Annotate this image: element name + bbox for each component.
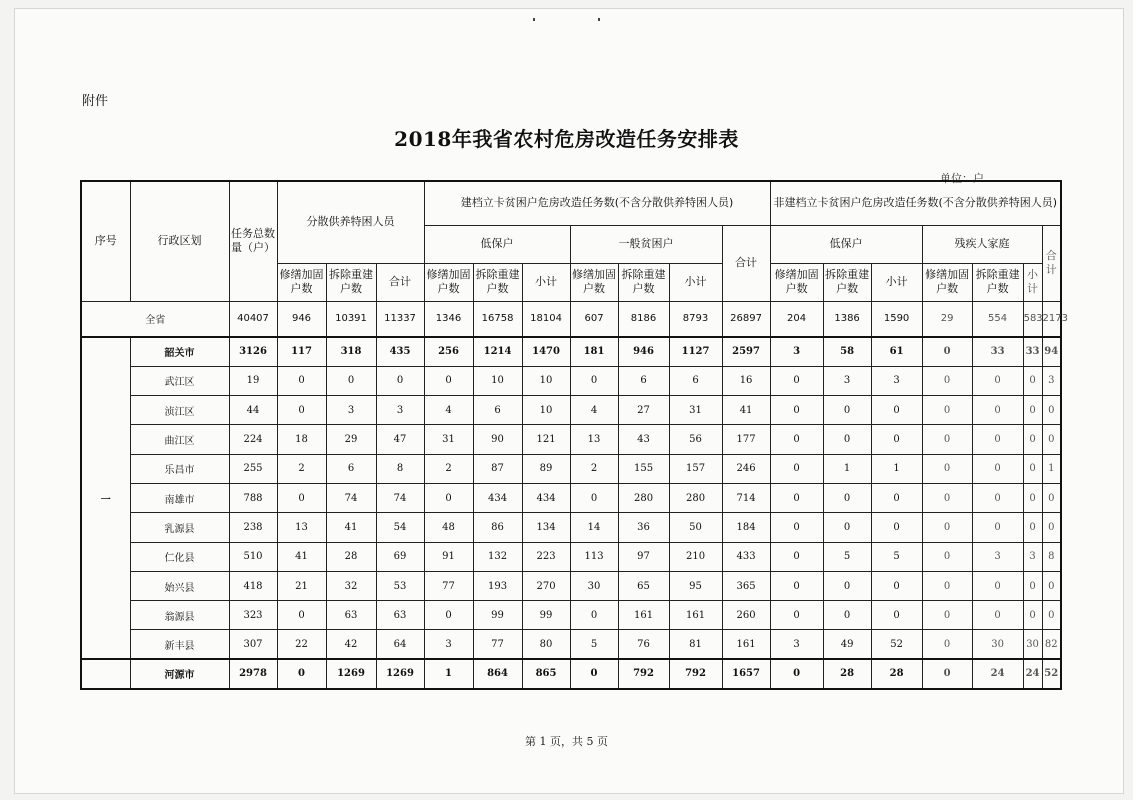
cell-value: 0 bbox=[770, 513, 823, 542]
cell-value: 161 bbox=[722, 630, 770, 659]
cell-value: 5 bbox=[570, 630, 618, 659]
header-non-low-income: 低保户 bbox=[770, 225, 922, 263]
province-total-row bbox=[81, 301, 1061, 337]
region-name: 韶关市 bbox=[130, 337, 229, 366]
header-rebuild: 拆除重建户数 bbox=[326, 263, 376, 301]
cell-value: 0 bbox=[424, 601, 473, 630]
cell-value: 433 bbox=[722, 542, 770, 571]
cell-value: 0 bbox=[972, 396, 1023, 425]
cell-value: 0 bbox=[922, 425, 972, 454]
region-name: 南雄市 bbox=[130, 483, 229, 512]
region-name: 新丰县 bbox=[130, 630, 229, 659]
cell-value: 33 bbox=[1023, 337, 1042, 366]
unit-label: 单位：户 bbox=[940, 172, 984, 185]
cell-value: 8186 bbox=[618, 301, 669, 337]
cell-value: 16 bbox=[722, 366, 770, 395]
page-footer: 第 1 页，共 5 页 bbox=[525, 735, 608, 748]
cell-value: 0 bbox=[1042, 513, 1061, 542]
cell-value: 0 bbox=[1023, 601, 1042, 630]
cell-value: 0 bbox=[1023, 571, 1042, 600]
table-row bbox=[81, 337, 1061, 366]
group-seq-empty bbox=[81, 659, 130, 688]
header-non-registered: 非建档立卡贫困户危房改造任务数(不含分散供养特困人员) bbox=[770, 181, 1061, 225]
table-row bbox=[81, 571, 1061, 600]
cell-value: 0 bbox=[972, 425, 1023, 454]
cell-value: 58 bbox=[823, 337, 871, 366]
cell-value: 1 bbox=[823, 454, 871, 483]
cell-value: 0 bbox=[770, 366, 823, 395]
cell-value: 5 bbox=[871, 542, 922, 571]
cell-value: 3126 bbox=[229, 337, 277, 366]
region-name: 仁化县 bbox=[130, 542, 229, 571]
cell-value: 41 bbox=[722, 396, 770, 425]
cell-value: 132 bbox=[473, 542, 522, 571]
header-reinforce: 修缮加固户数 bbox=[770, 263, 823, 301]
cell-value: 61 bbox=[871, 337, 922, 366]
header-rebuild: 拆除重建户数 bbox=[473, 263, 522, 301]
cell-value: 10391 bbox=[326, 301, 376, 337]
header-non-sum: 合计 bbox=[1042, 225, 1061, 301]
cell-value: 714 bbox=[722, 483, 770, 512]
cell-value: 42 bbox=[326, 630, 376, 659]
cell-value: 8 bbox=[376, 454, 424, 483]
cell-value: 0 bbox=[277, 659, 326, 688]
cell-value: 792 bbox=[669, 659, 722, 688]
cell-value: 0 bbox=[922, 454, 972, 483]
cell-value: 48 bbox=[424, 513, 473, 542]
cell-value: 32 bbox=[326, 571, 376, 600]
cell-value: 0 bbox=[1023, 396, 1042, 425]
cell-value: 0 bbox=[277, 396, 326, 425]
cell-value: 89 bbox=[522, 454, 570, 483]
document-title: 2018年我省农村危房改造任务安排表 bbox=[394, 127, 739, 151]
cell-value: 16758 bbox=[473, 301, 522, 337]
cell-value: 0 bbox=[922, 571, 972, 600]
cell-value: 0 bbox=[871, 396, 922, 425]
region-name: 始兴县 bbox=[130, 571, 229, 600]
cell-value: 864 bbox=[473, 659, 522, 688]
cell-value: 0 bbox=[1042, 571, 1061, 600]
cell-value: 0 bbox=[1023, 366, 1042, 395]
cell-value: 91 bbox=[424, 542, 473, 571]
cell-value: 0 bbox=[922, 513, 972, 542]
cell-value: 99 bbox=[473, 601, 522, 630]
cell-value: 1127 bbox=[669, 337, 722, 366]
cell-value: 270 bbox=[522, 571, 570, 600]
header-region: 行政区划 bbox=[130, 181, 229, 301]
cell-value: 0 bbox=[770, 483, 823, 512]
cell-value: 1269 bbox=[326, 659, 376, 688]
cell-value: 6 bbox=[669, 366, 722, 395]
cell-value: 3 bbox=[871, 366, 922, 395]
cell-value: 260 bbox=[722, 601, 770, 630]
cell-value: 77 bbox=[473, 630, 522, 659]
cell-value: 6 bbox=[326, 454, 376, 483]
cell-value: 3 bbox=[972, 542, 1023, 571]
cell-value: 0 bbox=[770, 659, 823, 688]
cell-value: 1 bbox=[1042, 454, 1061, 483]
region-name: 乐昌市 bbox=[130, 454, 229, 483]
cell-value: 3 bbox=[1023, 542, 1042, 571]
cell-value: 36 bbox=[618, 513, 669, 542]
cell-value: 28 bbox=[871, 659, 922, 688]
header-reinforce: 修缮加固户数 bbox=[277, 263, 326, 301]
table-row bbox=[81, 542, 1061, 571]
cell-value: 54 bbox=[376, 513, 424, 542]
table-row bbox=[81, 601, 1061, 630]
cell-value: 0 bbox=[326, 366, 376, 395]
cell-value: 0 bbox=[871, 513, 922, 542]
header-reinforce: 修缮加固户数 bbox=[922, 263, 972, 301]
cell-value: 5 bbox=[823, 542, 871, 571]
cell-value: 0 bbox=[1042, 396, 1061, 425]
cell-value: 0 bbox=[871, 483, 922, 512]
cell-value: 280 bbox=[618, 483, 669, 512]
cell-value: 47 bbox=[376, 425, 424, 454]
cell-value: 161 bbox=[618, 601, 669, 630]
cell-value: 3 bbox=[326, 396, 376, 425]
cell-value: 3 bbox=[424, 630, 473, 659]
header-subtotal: 小计 bbox=[1023, 263, 1042, 301]
cell-value: 0 bbox=[770, 542, 823, 571]
cell-value: 0 bbox=[277, 483, 326, 512]
cell-value: 63 bbox=[376, 601, 424, 630]
cell-value: 607 bbox=[570, 301, 618, 337]
cell-value: 0 bbox=[922, 337, 972, 366]
cell-value: 0 bbox=[376, 366, 424, 395]
cell-value: 0 bbox=[770, 454, 823, 483]
cell-value: 0 bbox=[922, 630, 972, 659]
header-rebuild: 拆除重建户数 bbox=[972, 263, 1023, 301]
cell-value: 97 bbox=[618, 542, 669, 571]
cell-value: 2 bbox=[570, 454, 618, 483]
cell-value: 0 bbox=[570, 483, 618, 512]
cell-value: 64 bbox=[376, 630, 424, 659]
cell-value: 0 bbox=[424, 366, 473, 395]
header-reinforce: 修缮加固户数 bbox=[570, 263, 618, 301]
cell-value: 24 bbox=[972, 659, 1023, 688]
cell-value: 80 bbox=[522, 630, 570, 659]
cell-value: 134 bbox=[522, 513, 570, 542]
cell-value: 53 bbox=[376, 571, 424, 600]
cell-value: 0 bbox=[871, 571, 922, 600]
cell-value: 0 bbox=[823, 396, 871, 425]
cell-value: 0 bbox=[770, 601, 823, 630]
cell-value: 318 bbox=[326, 337, 376, 366]
cell-value: 29 bbox=[922, 301, 972, 337]
cell-value: 10 bbox=[522, 396, 570, 425]
table-row bbox=[81, 659, 1061, 688]
cell-value: 204 bbox=[770, 301, 823, 337]
cell-value: 0 bbox=[570, 659, 618, 688]
cell-value: 95 bbox=[669, 571, 722, 600]
table-row bbox=[81, 396, 1061, 425]
cell-value: 0 bbox=[424, 483, 473, 512]
cell-value: 121 bbox=[522, 425, 570, 454]
cell-value: 6 bbox=[473, 396, 522, 425]
cell-value: 44 bbox=[229, 396, 277, 425]
header-rebuild: 拆除重建户数 bbox=[823, 263, 871, 301]
cell-value: 554 bbox=[972, 301, 1023, 337]
cell-value: 0 bbox=[823, 571, 871, 600]
cell-value: 1470 bbox=[522, 337, 570, 366]
cell-value: 418 bbox=[229, 571, 277, 600]
cell-value: 0 bbox=[922, 542, 972, 571]
cell-value: 210 bbox=[669, 542, 722, 571]
cell-value: 0 bbox=[770, 425, 823, 454]
cell-value: 0 bbox=[1042, 425, 1061, 454]
cell-value: 0 bbox=[972, 571, 1023, 600]
region-name: 河源市 bbox=[130, 659, 229, 688]
cell-value: 65 bbox=[618, 571, 669, 600]
cell-value: 6 bbox=[618, 366, 669, 395]
header-reg-sum: 合计 bbox=[722, 225, 770, 301]
cell-value: 0 bbox=[922, 601, 972, 630]
table-row bbox=[81, 425, 1061, 454]
cell-value: 41 bbox=[326, 513, 376, 542]
cell-value: 50 bbox=[669, 513, 722, 542]
cell-value: 946 bbox=[618, 337, 669, 366]
cell-value: 0 bbox=[972, 366, 1023, 395]
cell-value: 1269 bbox=[376, 659, 424, 688]
table-row bbox=[81, 366, 1061, 395]
cell-value: 33 bbox=[972, 337, 1023, 366]
cell-value: 193 bbox=[473, 571, 522, 600]
cell-value: 177 bbox=[722, 425, 770, 454]
region-name: 武江区 bbox=[130, 366, 229, 395]
cell-value: 255 bbox=[229, 454, 277, 483]
cell-value: 30 bbox=[570, 571, 618, 600]
table-row bbox=[81, 630, 1061, 659]
cell-value: 224 bbox=[229, 425, 277, 454]
header-reinforce: 修缮加固户数 bbox=[424, 263, 473, 301]
cell-value: 792 bbox=[618, 659, 669, 688]
cell-value: 11337 bbox=[376, 301, 424, 337]
cell-value: 90 bbox=[473, 425, 522, 454]
header-scattered: 分散供养特困人员 bbox=[277, 181, 424, 263]
task-table bbox=[80, 180, 1068, 690]
cell-value: 0 bbox=[1023, 513, 1042, 542]
cell-value: 40407 bbox=[229, 301, 277, 337]
cell-value: 0 bbox=[922, 366, 972, 395]
cell-value: 0 bbox=[922, 659, 972, 688]
cell-value: 3 bbox=[823, 366, 871, 395]
cell-value: 1 bbox=[424, 659, 473, 688]
cell-value: 86 bbox=[473, 513, 522, 542]
cell-value: 323 bbox=[229, 601, 277, 630]
cell-value: 0 bbox=[823, 425, 871, 454]
cell-value: 18104 bbox=[522, 301, 570, 337]
cell-value: 8793 bbox=[669, 301, 722, 337]
cell-value: 24 bbox=[1023, 659, 1042, 688]
cell-value: 52 bbox=[1042, 659, 1061, 688]
cell-value: 0 bbox=[823, 513, 871, 542]
cell-value: 56 bbox=[669, 425, 722, 454]
cell-value: 0 bbox=[570, 366, 618, 395]
cell-value: 0 bbox=[972, 601, 1023, 630]
cell-value: 26897 bbox=[722, 301, 770, 337]
cell-value: 0 bbox=[922, 396, 972, 425]
header-reg-general-poor: 一般贫困户 bbox=[570, 225, 722, 263]
cell-value: 0 bbox=[1023, 454, 1042, 483]
cell-value: 0 bbox=[1042, 601, 1061, 630]
cell-value: 28 bbox=[326, 542, 376, 571]
province-total-label: 全省 bbox=[81, 301, 229, 337]
cell-value: 4 bbox=[570, 396, 618, 425]
cell-value: 1657 bbox=[722, 659, 770, 688]
cell-value: 510 bbox=[229, 542, 277, 571]
cell-value: 946 bbox=[277, 301, 326, 337]
header-subtotal: 小计 bbox=[871, 263, 922, 301]
cell-value: 155 bbox=[618, 454, 669, 483]
header-sum: 合计 bbox=[376, 263, 424, 301]
cell-value: 2 bbox=[424, 454, 473, 483]
attachment-label: 附件 bbox=[82, 94, 109, 109]
cell-value: 583 bbox=[1023, 301, 1042, 337]
cell-value: 4 bbox=[424, 396, 473, 425]
cell-value: 0 bbox=[823, 483, 871, 512]
header-non-disabled: 残疾人家庭 bbox=[922, 225, 1042, 263]
cell-value: 3 bbox=[376, 396, 424, 425]
cell-value: 74 bbox=[326, 483, 376, 512]
cell-value: 76 bbox=[618, 630, 669, 659]
cell-value: 2173 bbox=[1042, 301, 1061, 337]
cell-value: 0 bbox=[972, 513, 1023, 542]
cell-value: 184 bbox=[722, 513, 770, 542]
cell-value: 2 bbox=[277, 454, 326, 483]
cell-value: 0 bbox=[823, 601, 871, 630]
cell-value: 0 bbox=[972, 454, 1023, 483]
cell-value: 41 bbox=[277, 542, 326, 571]
cell-value: 29 bbox=[326, 425, 376, 454]
cell-value: 0 bbox=[770, 571, 823, 600]
table-row bbox=[81, 513, 1061, 542]
cell-value: 238 bbox=[229, 513, 277, 542]
cell-value: 87 bbox=[473, 454, 522, 483]
cell-value: 1214 bbox=[473, 337, 522, 366]
header-rebuild: 拆除重建户数 bbox=[618, 263, 669, 301]
cell-value: 0 bbox=[871, 425, 922, 454]
cell-value: 28 bbox=[823, 659, 871, 688]
cell-value: 3 bbox=[770, 630, 823, 659]
cell-value: 307 bbox=[229, 630, 277, 659]
cell-value: 99 bbox=[522, 601, 570, 630]
cell-value: 18 bbox=[277, 425, 326, 454]
cell-value: 0 bbox=[770, 396, 823, 425]
cell-value: 117 bbox=[277, 337, 326, 366]
scan-speck bbox=[598, 18, 600, 21]
cell-value: 10 bbox=[473, 366, 522, 395]
cell-value: 3 bbox=[770, 337, 823, 366]
cell-value: 82 bbox=[1042, 630, 1061, 659]
cell-value: 10 bbox=[522, 366, 570, 395]
cell-value: 13 bbox=[277, 513, 326, 542]
cell-value: 8 bbox=[1042, 542, 1061, 571]
header-subtotal: 小计 bbox=[669, 263, 722, 301]
cell-value: 31 bbox=[424, 425, 473, 454]
cell-value: 52 bbox=[871, 630, 922, 659]
cell-value: 69 bbox=[376, 542, 424, 571]
cell-value: 27 bbox=[618, 396, 669, 425]
cell-value: 81 bbox=[669, 630, 722, 659]
cell-value: 2597 bbox=[722, 337, 770, 366]
cell-value: 49 bbox=[823, 630, 871, 659]
cell-value: 63 bbox=[326, 601, 376, 630]
table-row bbox=[81, 483, 1061, 512]
cell-value: 1 bbox=[871, 454, 922, 483]
cell-value: 0 bbox=[277, 601, 326, 630]
cell-value: 246 bbox=[722, 454, 770, 483]
cell-value: 30 bbox=[972, 630, 1023, 659]
cell-value: 161 bbox=[669, 601, 722, 630]
cell-value: 1590 bbox=[871, 301, 922, 337]
header-reg-low-income: 低保户 bbox=[424, 225, 570, 263]
cell-value: 0 bbox=[1023, 425, 1042, 454]
region-name: 乳源县 bbox=[130, 513, 229, 542]
cell-value: 0 bbox=[1023, 483, 1042, 512]
cell-value: 3 bbox=[1042, 366, 1061, 395]
cell-value: 0 bbox=[1042, 483, 1061, 512]
cell-value: 21 bbox=[277, 571, 326, 600]
table-row bbox=[81, 454, 1061, 483]
cell-value: 19 bbox=[229, 366, 277, 395]
cell-value: 0 bbox=[922, 483, 972, 512]
cell-value: 43 bbox=[618, 425, 669, 454]
cell-value: 30 bbox=[1023, 630, 1042, 659]
cell-value: 0 bbox=[871, 601, 922, 630]
cell-value: 0 bbox=[570, 601, 618, 630]
cell-value: 788 bbox=[229, 483, 277, 512]
cell-value: 256 bbox=[424, 337, 473, 366]
cell-value: 94 bbox=[1042, 337, 1061, 366]
cell-value: 181 bbox=[570, 337, 618, 366]
cell-value: 113 bbox=[570, 542, 618, 571]
cell-value: 435 bbox=[376, 337, 424, 366]
cell-value: 13 bbox=[570, 425, 618, 454]
cell-value: 1346 bbox=[424, 301, 473, 337]
cell-value: 22 bbox=[277, 630, 326, 659]
cell-value: 365 bbox=[722, 571, 770, 600]
cell-value: 14 bbox=[570, 513, 618, 542]
header-registered: 建档立卡贫困户危房改造任务数(不含分散供养特困人员) bbox=[424, 181, 770, 225]
header-total-tasks: 任务总数量（户） bbox=[229, 181, 277, 301]
cell-value: 434 bbox=[473, 483, 522, 512]
group-seq: 一 bbox=[81, 337, 130, 659]
header-subtotal: 小计 bbox=[522, 263, 570, 301]
header-seq: 序号 bbox=[81, 181, 130, 301]
cell-value: 2978 bbox=[229, 659, 277, 688]
region-name: 曲江区 bbox=[130, 425, 229, 454]
cell-value: 0 bbox=[277, 366, 326, 395]
cell-value: 157 bbox=[669, 454, 722, 483]
cell-value: 1386 bbox=[823, 301, 871, 337]
cell-value: 223 bbox=[522, 542, 570, 571]
region-name: 浈江区 bbox=[130, 396, 229, 425]
cell-value: 31 bbox=[669, 396, 722, 425]
cell-value: 865 bbox=[522, 659, 570, 688]
cell-value: 77 bbox=[424, 571, 473, 600]
cell-value: 74 bbox=[376, 483, 424, 512]
cell-value: 0 bbox=[972, 483, 1023, 512]
scan-speck bbox=[533, 18, 535, 21]
cell-value: 434 bbox=[522, 483, 570, 512]
region-name: 翁源县 bbox=[130, 601, 229, 630]
cell-value: 280 bbox=[669, 483, 722, 512]
